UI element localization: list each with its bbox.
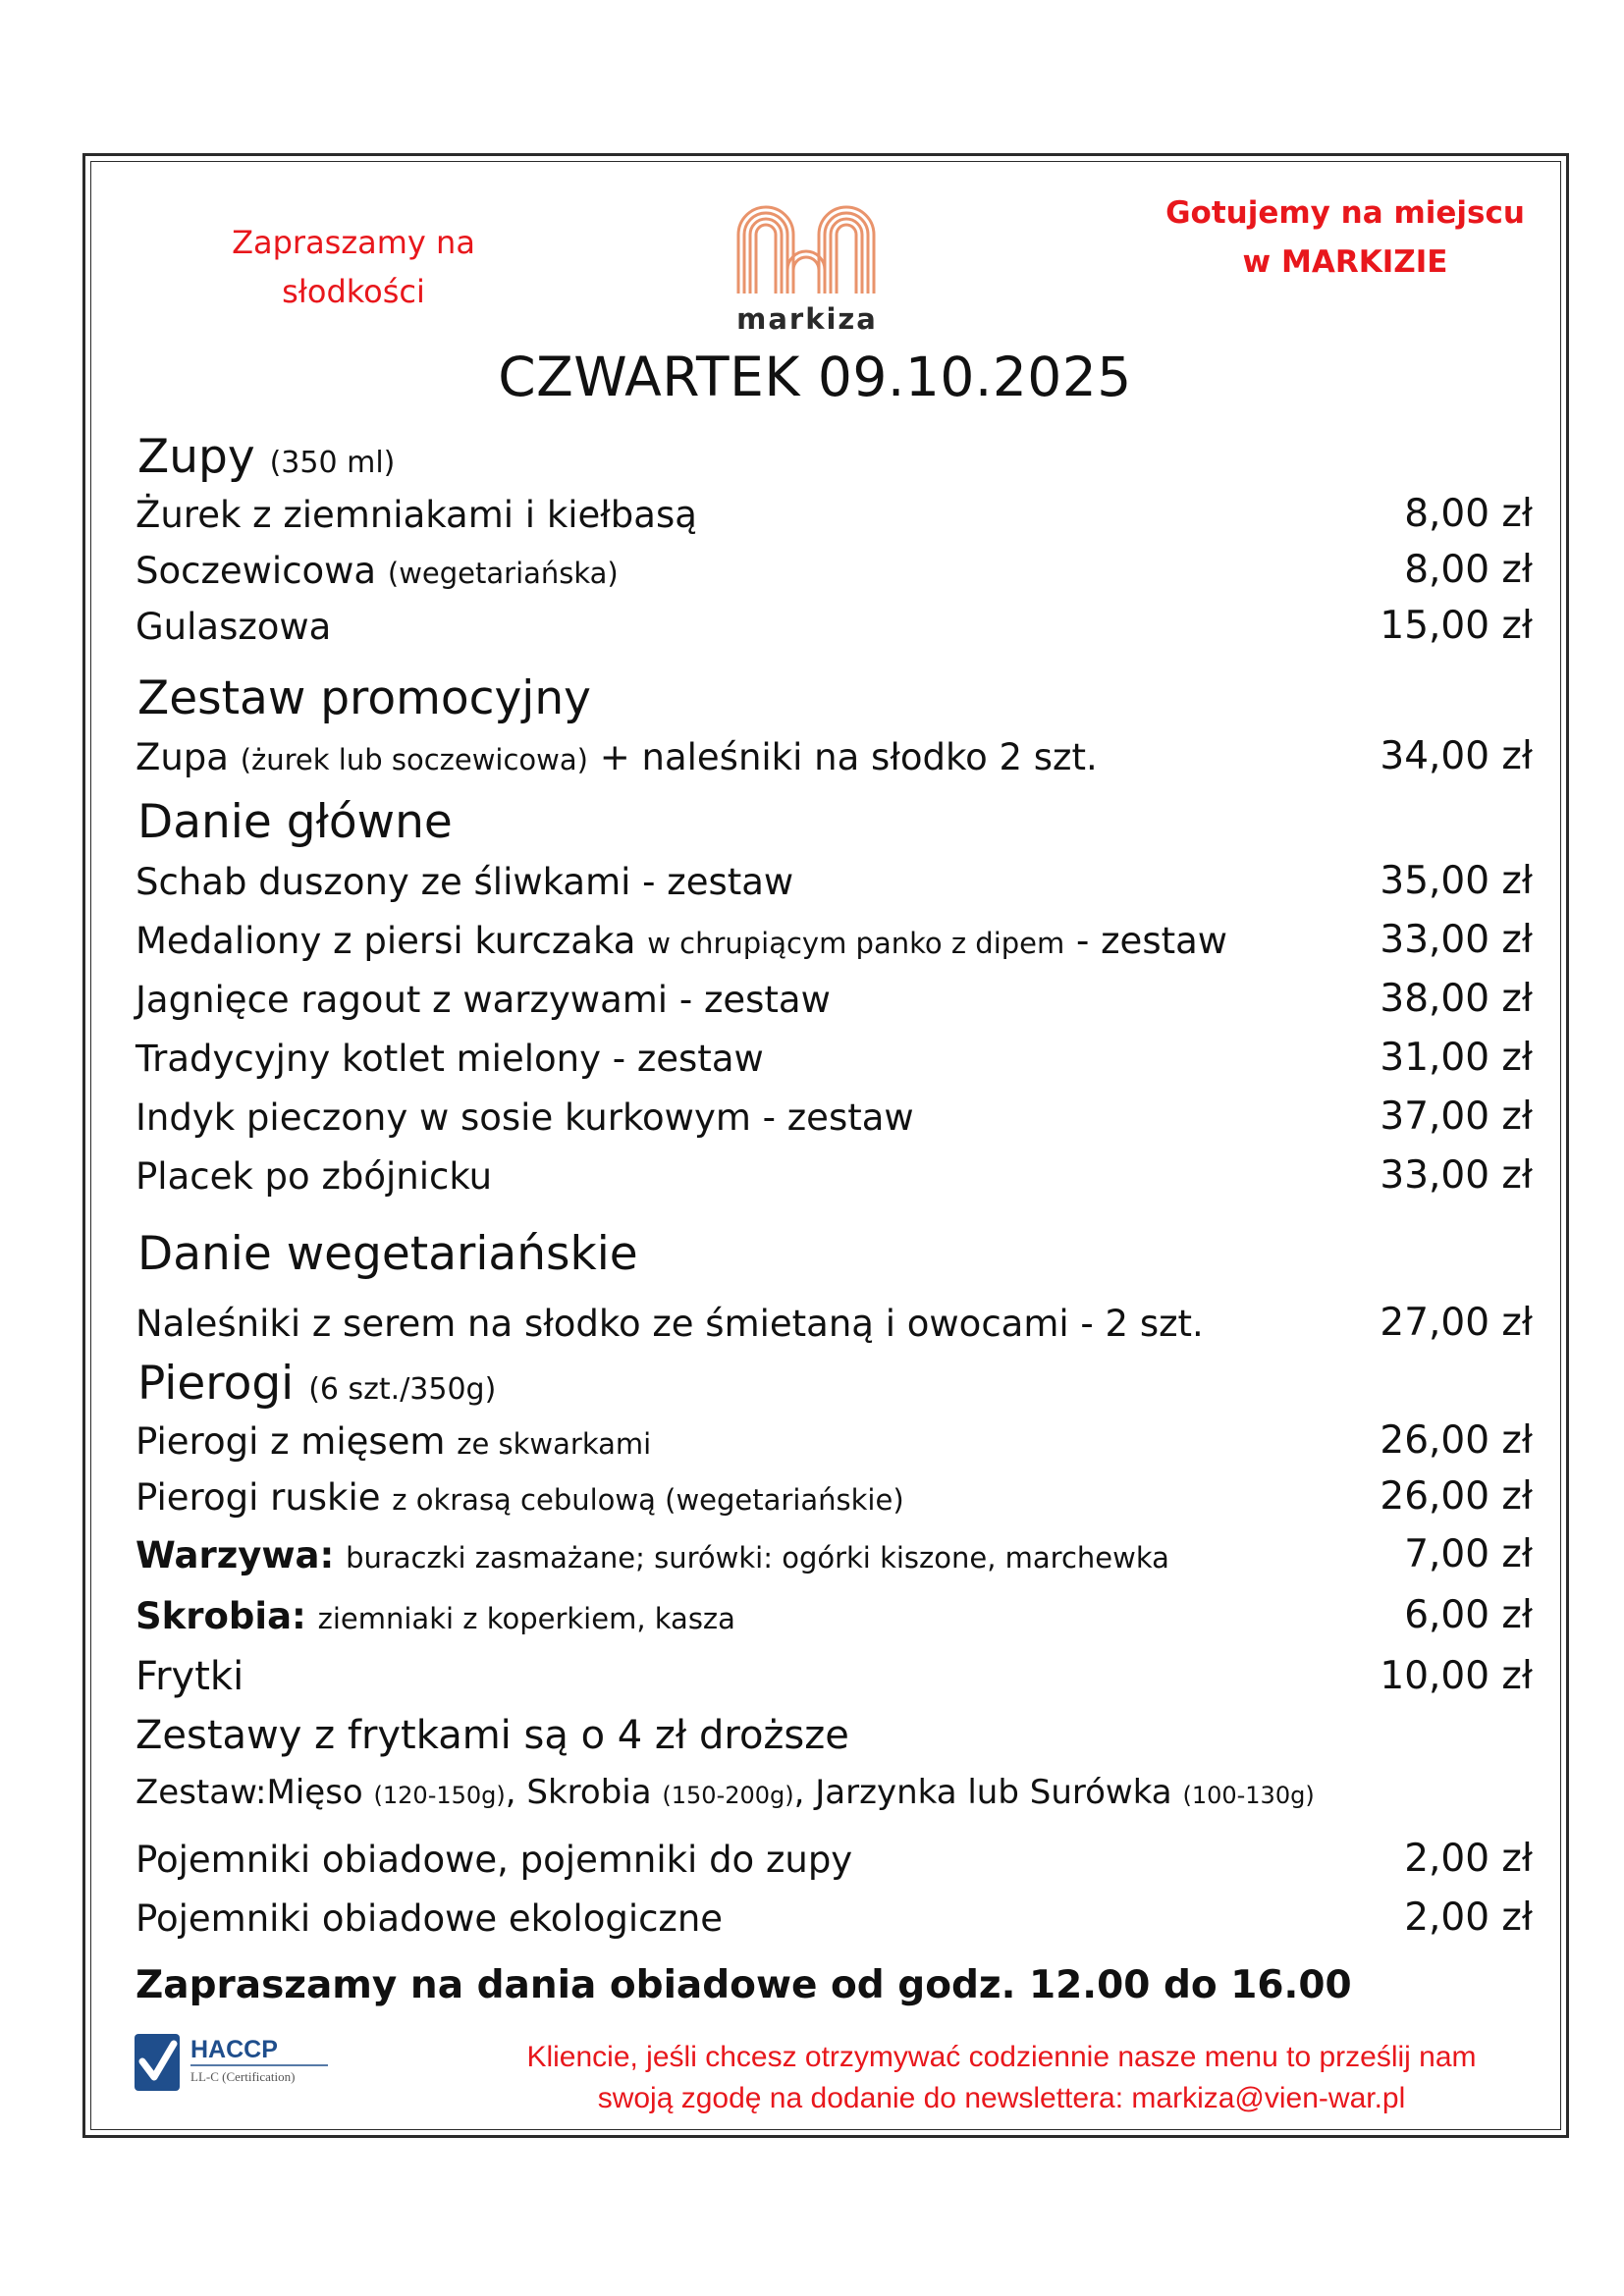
item-name: Pojemniki obiadowe, pojemniki do zupy [135, 1839, 853, 1881]
item-price: 7,00 zł [1404, 1532, 1533, 1576]
item-name: Pierogi z mięsem [135, 1420, 446, 1463]
item-name: Jagnięce ragout z warzywami - zestaw [135, 979, 831, 1021]
haccp-check-icon [132, 2026, 338, 2095]
cooking-note [1154, 188, 1537, 287]
pierogi-title: Pierogi [137, 1357, 295, 1411]
soups-title: Zupy [137, 430, 255, 484]
menu-item [135, 1897, 723, 1940]
sweets-note-line1: Zapraszamy na [232, 224, 475, 261]
menu-item [135, 1096, 914, 1139]
haccp-badge [132, 2026, 338, 2099]
soups-portion: (350 ml) [269, 446, 396, 480]
item-name: Pierogi ruskie [135, 1476, 381, 1519]
section-title-promo: Zestaw promocyjny [137, 671, 591, 725]
menu-item [135, 1839, 852, 1881]
set-meat: Mięso [266, 1773, 363, 1812]
set-starch-weight: (150-200g) [662, 1782, 794, 1809]
item-name: Placek po zbójnicku [135, 1155, 493, 1198]
item-price: 2,00 zł [1404, 1837, 1533, 1881]
item-detail: ze skwarkami [457, 1427, 652, 1461]
item-detail: buraczki zasmażane; surówki: ogórki kiszone, marchewka [346, 1541, 1169, 1575]
item-name: Gulaszowa [135, 606, 332, 648]
item-price: 35,00 zł [1380, 859, 1533, 903]
set-veg: Jarzynka lub Surówka [815, 1773, 1172, 1812]
menu-item [135, 1534, 1169, 1576]
haccp-title: HACCP [190, 2036, 278, 2063]
menu-item [135, 861, 793, 903]
item-price: 38,00 zł [1380, 977, 1533, 1021]
opening-hours: Zapraszamy na dania obiadowe od godz. 12.00 do 16.00 [135, 1963, 1352, 2007]
menu-item [135, 1654, 244, 1699]
menu-item [135, 1420, 651, 1463]
set-meat-weight: (120-150g) [373, 1782, 506, 1809]
menu-item [135, 1155, 492, 1198]
menu-item [135, 1476, 904, 1519]
item-name: Naleśniki z serem na słodko ze śmietaną i owocami - 2 szt. [135, 1303, 1204, 1345]
item-price: 31,00 zł [1380, 1036, 1533, 1080]
section-title-vegetarian: Danie wegetariańskie [137, 1227, 638, 1281]
menu-item [135, 606, 331, 648]
haccp-subtitle: LL-C (Certification) [190, 2069, 296, 2084]
item-detail: (żurek lub soczewicowa) [240, 743, 588, 776]
cooking-note-line1: Gotujemy na miejscu [1165, 195, 1525, 231]
markiza-logo-icon [732, 201, 880, 295]
item-price: 15,00 zł [1380, 604, 1533, 648]
menu-item [135, 1303, 1204, 1345]
newsletter-note [432, 2037, 1571, 2119]
pierogi-portion: (6 szt./350g) [308, 1372, 497, 1407]
set-label: Zestaw: [135, 1773, 267, 1812]
item-name: Żurek z ziemniakami i kiełbasą [135, 494, 697, 536]
item-name: Tradycyjny kotlet mielony - zestaw [135, 1038, 764, 1080]
section-title-mains: Danie główne [137, 795, 453, 849]
item-price: 8,00 zł [1404, 548, 1533, 592]
item-name: Indyk pieczony w sosie kurkowym - zestaw [135, 1096, 914, 1139]
sweets-note [196, 218, 511, 316]
menu-item [135, 736, 1098, 778]
set-veg-weight: (100-130g) [1182, 1782, 1315, 1809]
item-name: Zupa [135, 736, 229, 778]
item-name: Pojemniki obiadowe ekologiczne [135, 1897, 724, 1940]
item-price: 8,00 zł [1404, 492, 1533, 536]
item-name: Skrobia: [135, 1595, 306, 1637]
menu-item [135, 1038, 764, 1080]
item-price: 27,00 zł [1380, 1301, 1533, 1345]
item-price: 6,00 zł [1404, 1593, 1533, 1637]
item-detail: ziemniaki z koperkiem, kasza [317, 1602, 735, 1635]
item-detail: (wegetariańska) [387, 557, 619, 590]
item-name: Medaliony z piersi kurczaka [135, 920, 636, 962]
item-name: Soczewicowa [135, 550, 377, 592]
fries-note: Zestawy z frytkami są o 4 zł droższe [135, 1713, 849, 1758]
menu-item [135, 550, 619, 592]
set-starch: Skrobia [526, 1773, 652, 1812]
item-detail: z okrasą cebulową (wegetariańskie) [392, 1483, 904, 1517]
item-price: 2,00 zł [1404, 1896, 1533, 1940]
brand-name: markiza [736, 302, 878, 336]
item-price: 33,00 zł [1380, 1153, 1533, 1198]
item-price: 37,00 zł [1380, 1095, 1533, 1139]
item-rest: - zestaw [1076, 920, 1228, 962]
page-title: CZWARTEK 09.10.2025 [498, 346, 1132, 408]
item-price: 26,00 zł [1380, 1418, 1533, 1463]
item-name: Warzywa: [135, 1534, 335, 1576]
newsletter-line2: swoją zgodę na dodanie do newslettera: markiza@vien-war.pl [597, 2082, 1406, 2114]
newsletter-line1: Kliencie, jeśli chcesz otrzymywać codziennie nasze menu to prześlij nam [526, 2041, 1477, 2073]
cooking-note-line2: w MARKIZIE [1242, 244, 1448, 280]
menu-item [135, 494, 697, 536]
item-price: 34,00 zł [1380, 734, 1533, 778]
item-name: Frytki [135, 1654, 244, 1699]
item-price: 10,00 zł [1380, 1654, 1533, 1698]
menu-item [135, 920, 1227, 962]
item-price: 26,00 zł [1380, 1474, 1533, 1519]
menu-item [135, 1595, 735, 1637]
item-price: 33,00 zł [1380, 918, 1533, 962]
item-name: Schab duszony ze śliwkami - zestaw [135, 861, 794, 903]
section-title-soups [137, 430, 395, 484]
set-composition: Zestaw:Mięso (120-150g), Skrobia (150-200g), Jarzynka lub Surówka (100-130g) [135, 1773, 1315, 1812]
item-rest: + naleśniki na słodko 2 szt. [599, 736, 1098, 778]
sweets-note-line2: słodkości [282, 273, 425, 310]
menu-item [135, 979, 831, 1021]
section-title-pierogi [137, 1357, 496, 1411]
item-detail: w chrupiącym panko z dipem [647, 927, 1065, 960]
